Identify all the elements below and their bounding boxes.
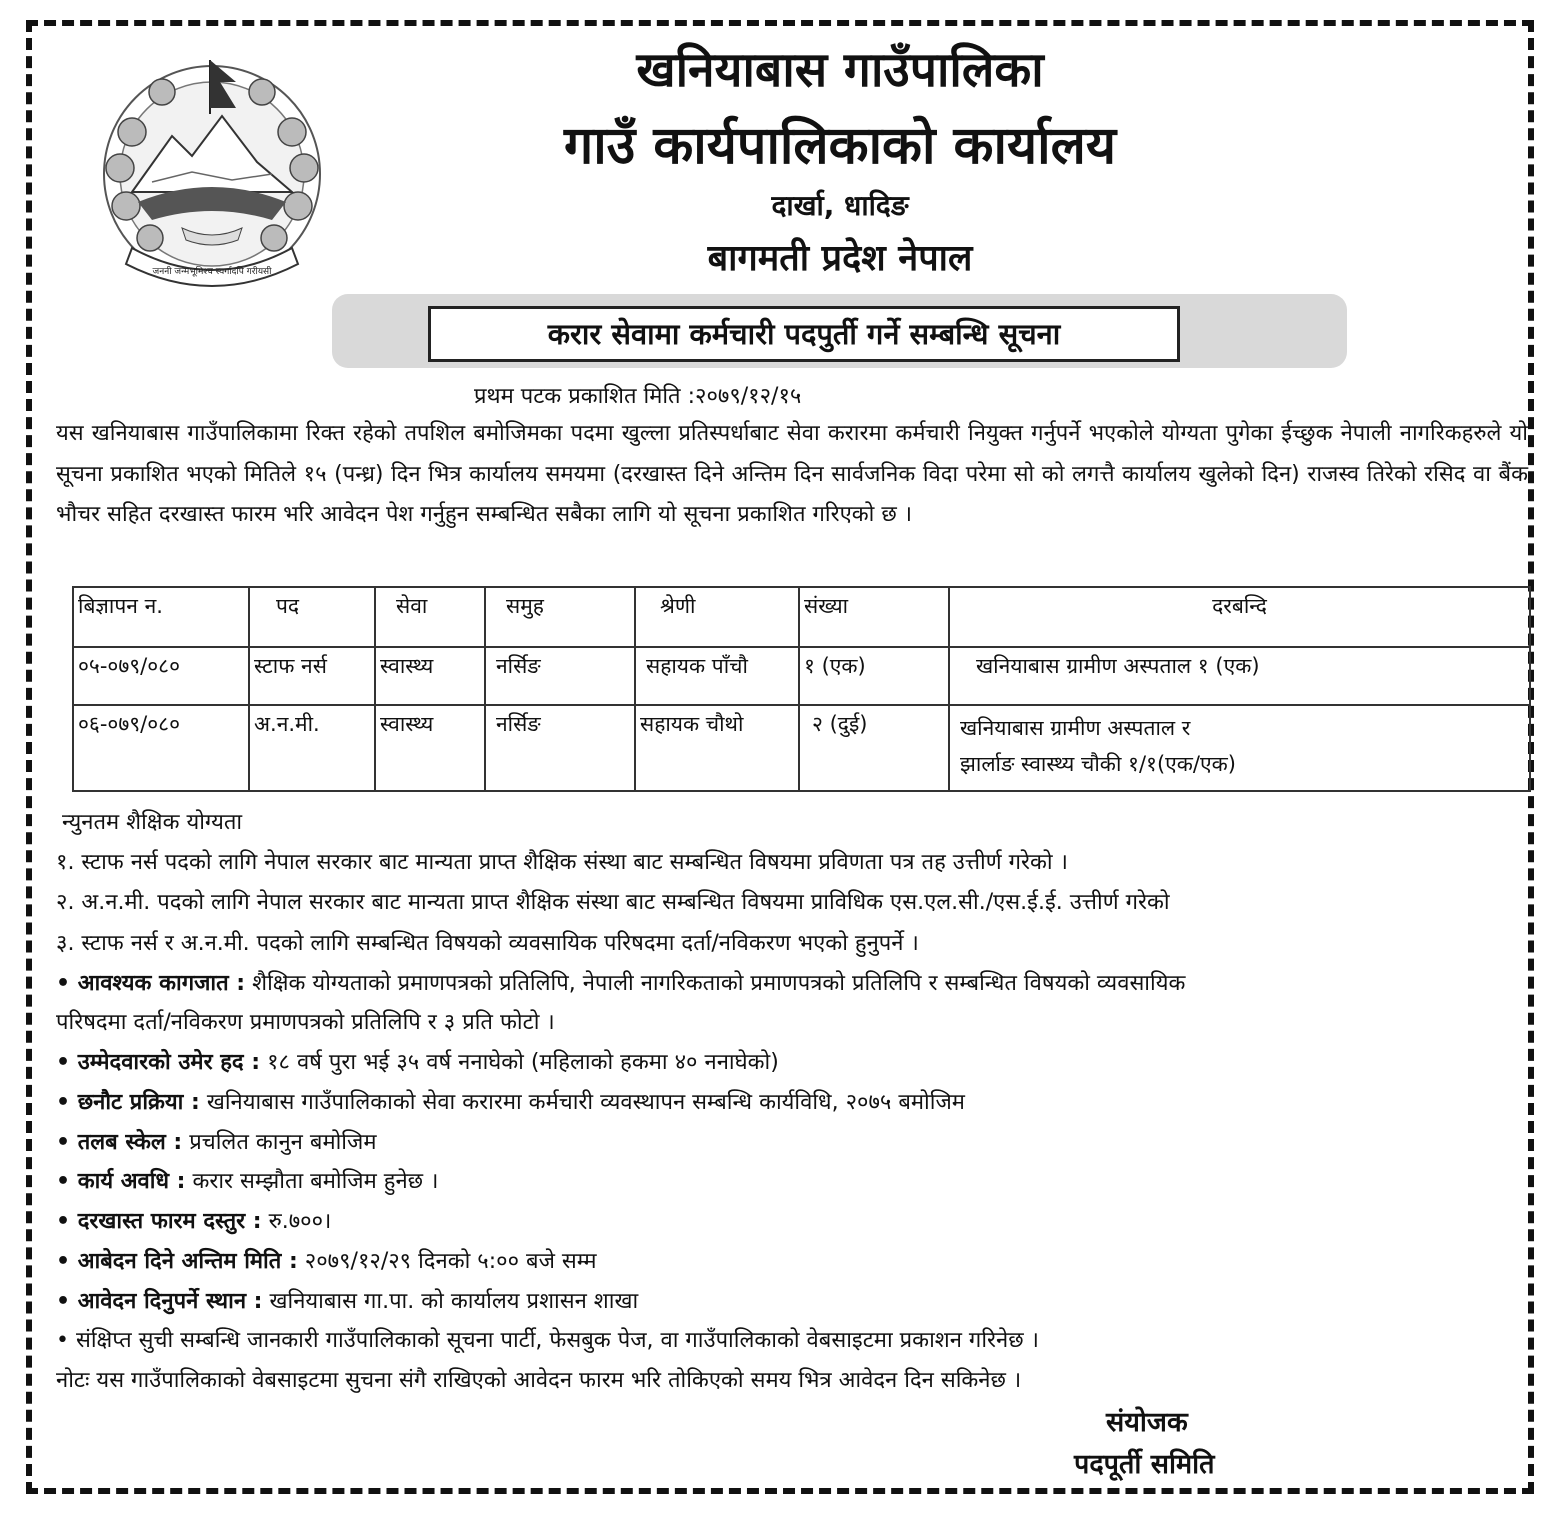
cell-darbandi — [949, 705, 1530, 791]
cell-ad-no: ०५-०७९/०८० — [73, 647, 249, 705]
salary-label: • तलब स्केल : — [56, 1130, 183, 1155]
cell-count: १ (एक) — [799, 647, 949, 705]
documents-label: • आवश्यक कागजात : — [56, 971, 246, 996]
cell-post: अ.न.मी. — [249, 705, 375, 791]
col-header-darbandi: दरबन्दि — [949, 587, 1530, 647]
cell-service: स्वास्थ्य — [375, 705, 485, 791]
selection-label: • छनौट प्रक्रिया : — [56, 1090, 200, 1115]
province-country: बागमती प्रदेश नेपाल — [707, 238, 973, 279]
signature-committee: पदपूर्ती समिति — [1074, 1449, 1215, 1480]
qualification-item-2: २. अ.न.मी. पदको लागि नेपाल सरकार बाट मान्यता प्राप्त शैक्षिक संस्था बाट सम्बन्धित विषयमा प्राविधिक एस.एल.सी./एस.ई.ई. उत्तीर्ण गरेको — [56, 890, 1170, 915]
col-header-post: पद — [249, 587, 375, 647]
office-address: दार्खा, धादिङ — [771, 189, 909, 222]
cell-level: सहायक पाँचौ — [635, 647, 799, 705]
col-header-level: श्रेणी — [635, 587, 799, 647]
cell-count: २ (दुई) — [799, 705, 949, 791]
place-item — [56, 1285, 1536, 1315]
darbandi-line-1: खनियाबास ग्रामीण अस्पताल १ (एक) — [976, 654, 1260, 678]
emblem-motto: जननी जन्मभूमिश्च स्वर्गादपि गरीयसी — [152, 267, 272, 277]
age-item — [56, 1046, 1536, 1076]
col-header-ad-no: बिज्ञापन न. — [73, 587, 249, 647]
cell-group: नर्सिङ — [485, 705, 635, 791]
notice-title: करार सेवामा कर्मचारी पदपुर्ती गर्ने सम्बन्धि सूचना — [428, 306, 1180, 362]
qualification-item-3: ३. स्टाफ नर्स र अ.न.मी. पदको लागि सम्बन्धित विषयको व्यवसायिक परिषदमा दर्ता/नविकरण भएको हुनुपर्ने । — [56, 931, 919, 956]
note-text: नोटः यस गाउँपालिकाको वेबसाइटमा सुचना संगै राखिएको आवेदन फारम भरि तोकिएको समय भित्र आवेदन दिन सकिनेछ । — [56, 1368, 1022, 1393]
deadline-text: २०७९/१२/२९ दिनको ५:०० बजे सम्म — [304, 1249, 597, 1274]
place-text: खनियाबास गा.पा. को कार्यालय प्रशासन शाखा — [269, 1289, 639, 1314]
deadline-label: • आबेदन दिने अन्तिम मिति : — [56, 1249, 298, 1274]
table-row — [73, 647, 1530, 705]
documents-item — [56, 967, 1536, 997]
fee-item — [56, 1205, 1536, 1235]
col-header-service: सेवा — [375, 587, 485, 647]
shortlist-item: • संक्षिप्त सुची सम्बन्धि जानकारी गाउँपालिकाको सूचना पार्टी, फेसबुक पेज, वा गाउँपालिकाको वेबसाइटमा प्रकाशन गरिनेछ । — [56, 1328, 1039, 1353]
salary-text: प्रचलित कानुन बमोजिम — [189, 1130, 377, 1155]
intro-paragraph: यस खनियाबास गाउँपालिकामा रिक्त रहेको तपशिल बमोजिमका पदमा खुल्ला प्रतिस्पर्धाबाट सेवा करारमा कर्मचारी नियुक्त गर्नुपर्ने भएकोले योग्यता पुगेका ईच्छुक नेपाली नागरिकहरुले यो सूचना प्रकाशित भएको मितिले १५ (पन्ध्र) दिन भित्र कार्यालय समयमा (दरखास्त दिने अन्तिम दिन सार्वजनिक विदा परेमा सो को लगत्तै कार्यालय खुलेको दिन) राजस्व तिरेको रसिद वा बैंक भौचर सहित दरखास्त फारम भरि आवेदन पेश गर्नुहुन सम्बन्धित सबैका लागि यो सूचना प्रकाशित गरिएको छ । — [56, 421, 1528, 527]
fee-text: रु.७००। — [268, 1209, 332, 1234]
municipality-name: खनियाबास गाउँपालिका — [636, 42, 1044, 98]
cell-group: नर्सिङ — [485, 647, 635, 705]
nepal-emblem — [92, 52, 332, 292]
cell-darbandi — [949, 647, 1530, 705]
signature-title: संयोजक — [1106, 1407, 1188, 1438]
qualification-item-1: १. स्टाफ नर्स पदको लागि नेपाल सरकार बाट मान्यता प्राप्त शैक्षिक संस्था बाट सम्बन्धित विषयमा प्रविणता पत्र तह उत्तीर्ण गरेको । — [56, 850, 1068, 875]
col-header-count: संख्या — [799, 587, 949, 647]
table-header-row — [73, 587, 1530, 647]
vacancy-table — [72, 586, 1531, 792]
documents-text-cont: परिषदमा दर्ता/नविकरण प्रमाणपत्रको प्रतिलिपि र ३ प्रति फोटो । — [56, 1010, 555, 1035]
cell-level: सहायक चौथो — [635, 705, 799, 791]
publication-date: प्रथम पटक प्रकाशित मिति :२०७९/१२/१५ — [474, 384, 802, 409]
term-item — [56, 1165, 1536, 1195]
office-name: गाउँ कार्यपालिकाको कार्यालय — [564, 116, 1116, 176]
cell-post: स्टाफ नर्स — [249, 647, 375, 705]
age-label: • उम्मेदवारको उमेर हद : — [56, 1050, 261, 1075]
table-row — [73, 705, 1530, 791]
deadline-item — [56, 1245, 1536, 1275]
age-text: १८ वर्ष पुरा भई ३५ वर्ष ननाघेको (महिलाको हकमा ४० ननाघेको) — [267, 1050, 779, 1075]
cell-ad-no: ०६-०७९/०८० — [73, 705, 249, 791]
selection-item — [56, 1086, 1536, 1116]
term-label: • कार्य अवधि : — [56, 1169, 186, 1194]
place-label: • आवेदन दिनुपर्ने स्थान : — [56, 1289, 263, 1314]
documents-text: शैक्षिक योग्यताको प्रमाणपत्रको प्रतिलिपि, नेपाली नागरिकताको प्रमाणपत्रको प्रतिलिपि र सम्बन्धित विषयको व्यवसायिक — [252, 971, 1186, 996]
darbandi-line-2: झार्लाङ स्वास्थ्य चौकी १/१(एक/एक) — [960, 752, 1236, 776]
col-header-group: समुह — [485, 587, 635, 647]
salary-item — [56, 1126, 1536, 1156]
darbandi-line-1: खनियाबास ग्रामीण अस्पताल र — [960, 716, 1191, 740]
term-text: करार सम्झौता बमोजिम हुनेछ । — [192, 1169, 439, 1194]
qualification-heading: न्युनतम शैक्षिक योग्यता — [62, 810, 243, 835]
selection-text: खनियाबास गाउँपालिकाको सेवा करारमा कर्मचारी व्यवस्थापन सम्बन्धि कार्यविधि, २०७५ बमोजिम — [206, 1090, 965, 1115]
cell-service: स्वास्थ्य — [375, 647, 485, 705]
fee-label: • दरखास्त फारम दस्तुर : — [56, 1209, 262, 1234]
